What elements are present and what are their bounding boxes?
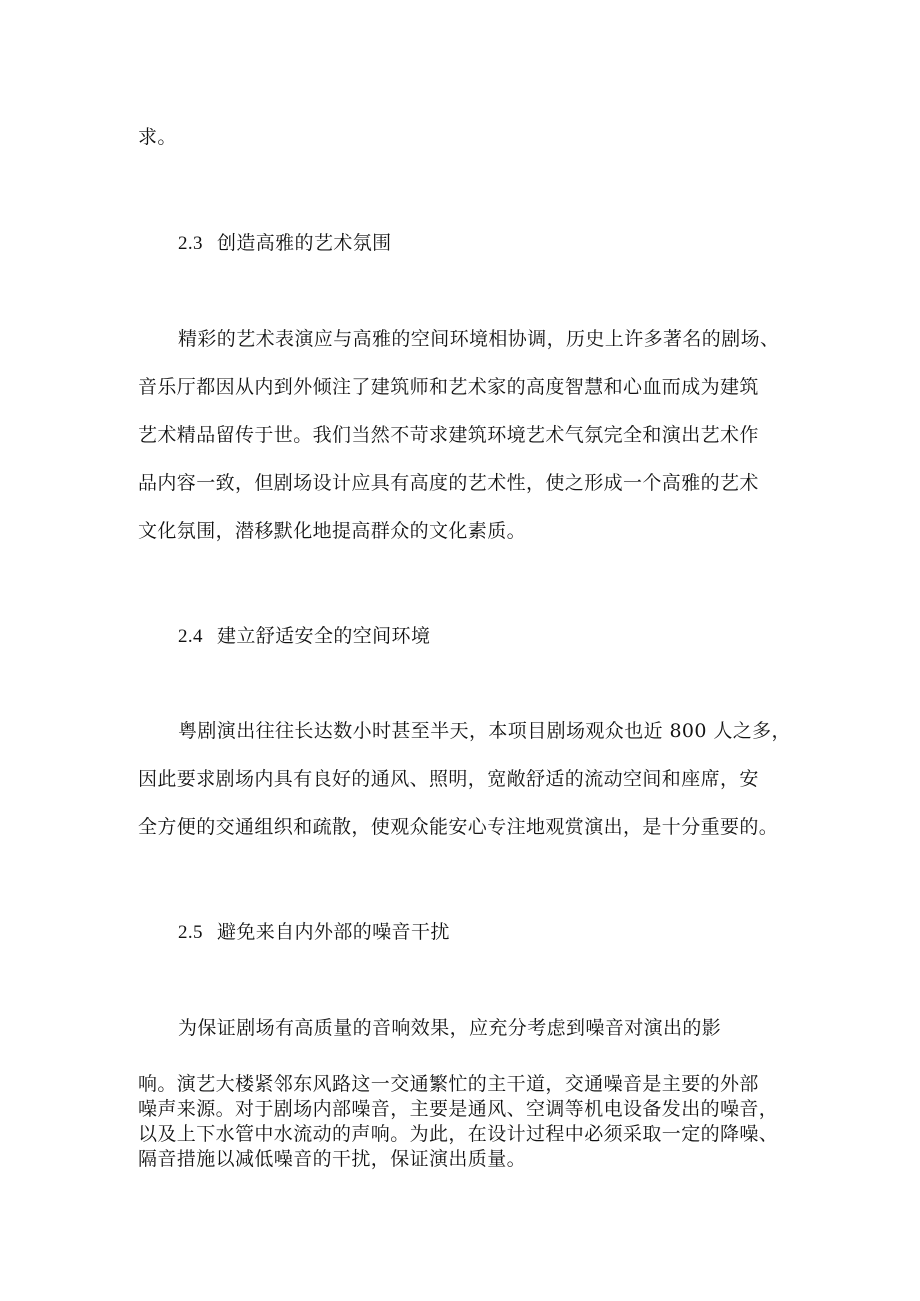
section-number: 2.5 [178,922,203,943]
section-heading-2-5 [178,920,450,945]
paragraph-line: 响。演艺大楼紧邻东风路这一交通繁忙的主干道，交通噪音是主要的外部 [138,1073,759,1095]
fragment-text: 求。 [138,126,177,148]
section-title: 创造高雅的艺术氛围 [216,232,392,254]
paragraph-line: 噪声来源。对于剧场内部噪音，主要是通风、空调等机电设备发出的噪音， [138,1098,779,1120]
section-number: 2.3 [178,233,203,254]
paragraph-line: 为保证剧场有高质量的音响效果，应充分考虑到噪音对演出的影 [178,1017,722,1039]
paragraph-line: 因此要求剧场内具有良好的通风、照明，宽敞舒适的流动空间和座席，安 [138,768,759,790]
section-title: 建立舒适安全的空间环境 [216,625,431,647]
section-heading-2-3 [178,231,392,256]
paragraph-line: 精彩的艺术表演应与高雅的空间环境相协调，历史上许多著名的剧场、 [178,328,780,350]
paragraph-line: 文化氛围，潜移默化地提高群众的文化素质。 [138,520,527,542]
section-title: 避免来自内外部的噪音干扰 [216,921,450,943]
paragraph-line: 艺术精品留传于世。我们当然不苛求建筑环境艺术气氛完全和演出艺术作 [138,424,759,446]
section-number: 2.4 [178,626,203,647]
paragraph-line: 音乐厅都因从内到外倾注了建筑师和艺术家的高度智慧和心血而成为建筑 [138,376,759,398]
paragraph-line: 以及上下水管中水流动的声响。为此，在设计过程中必须采取一定的降噪、 [138,1123,779,1145]
paragraph-line: 粤剧演出往往长达数小时甚至半天，本项目剧场观众也近 800 人之多， [178,720,791,742]
paragraph-line: 隔音措施以减低噪音的干扰，保证演出质量。 [138,1148,527,1170]
section-heading-2-4 [178,624,430,649]
paragraph-line: 全方便的交通组织和疏散，使观众能安心专注地观赏演出，是十分重要的。 [138,816,779,838]
paragraph-line: 品内容一致，但剧场设计应具有高度的艺术性，使之形成一个高雅的艺术 [138,472,759,494]
